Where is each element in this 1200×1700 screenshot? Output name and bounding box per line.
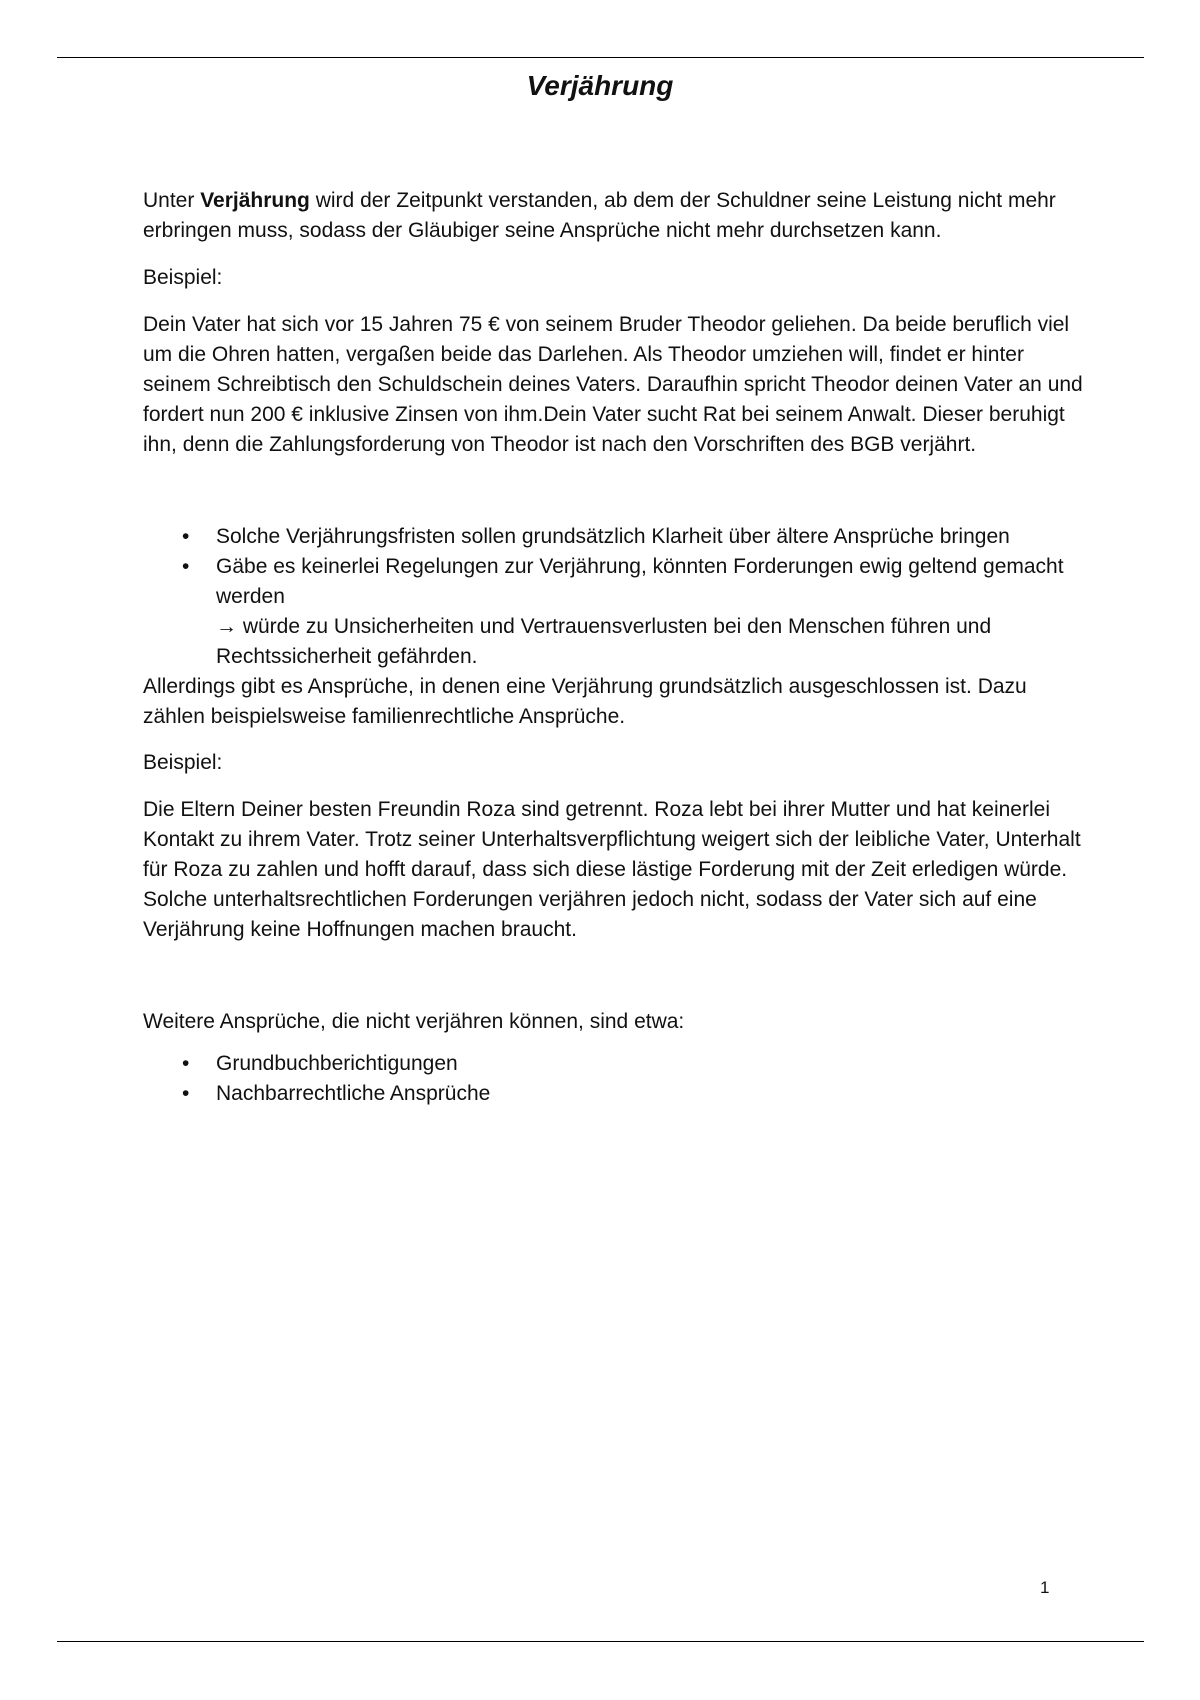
list-item bbox=[143, 552, 1088, 672]
bullet-icon: • bbox=[182, 1082, 190, 1105]
intro-paragraph bbox=[143, 186, 1088, 246]
list-item-text: Solche Verjährungsfristen sollen grundsätzlich Klarheit über ältere Ansprüche bringen bbox=[216, 525, 1010, 548]
bullet-icon: • bbox=[182, 525, 190, 548]
list-item-consequence: würde zu Unsicherheiten und Vertrauensverlusten bei den Menschen führen und Rechtssicherheit gefährden. bbox=[216, 615, 992, 668]
intro-term: Verjährung bbox=[200, 189, 310, 212]
list-item bbox=[143, 1049, 1088, 1079]
footer-rule bbox=[57, 1641, 1144, 1642]
bullet-icon: • bbox=[182, 1052, 190, 1075]
exception-paragraph: Allerdings gibt es Ansprüche, in denen eine Verjährung grundsätzlich ausgeschlossen ist. Dazu zählen beispielsweise familienrechtliche Ansprüche. bbox=[143, 675, 1027, 728]
header-rule bbox=[57, 57, 1144, 58]
list-item-text: Nachbarrechtliche Ansprüche bbox=[216, 1082, 491, 1105]
bullet-list-2 bbox=[143, 1049, 1088, 1109]
bullet-icon: • bbox=[182, 555, 190, 578]
example-label-1: Beispiel: bbox=[143, 266, 223, 289]
document-body bbox=[143, 186, 1088, 1109]
list-item-text: Grundbuchberichtigungen bbox=[216, 1052, 458, 1075]
list-item bbox=[143, 522, 1088, 552]
example-paragraph-1: Dein Vater hat sich vor 15 Jahren 75 € von seinem Bruder Theodor geliehen. Da beide beruflich viel um die Ohren hatten, vergaßen beide das Darlehen. Als Theodor umziehen will, findet er hinter seinem Schreibtisch den Schuldschein deines Vaters. Daraufhin spricht Theodor deinen Vater an und fordert nun 200 € inklusive Zinsen von ihm.Dein Vater sucht Rat bei seinem Anwalt. Dieser beruhigt ihn, denn die Zahlungsforderung von Theodor ist nach den Vorschriften des BGB verjährt. bbox=[143, 313, 1083, 456]
arrow-right-icon: → bbox=[216, 615, 237, 638]
intro-prefix: Unter bbox=[143, 189, 201, 212]
list-item bbox=[143, 1079, 1088, 1109]
intro-suffix: wird der Zeitpunkt verstanden, ab dem der Schuldner seine Leistung nicht mehr erbringen muss, sodass der Gläubiger seine Ansprüche nicht mehr durchsetzen kann. bbox=[143, 189, 1056, 242]
further-claims-paragraph: Weitere Ansprüche, die nicht verjähren können, sind etwa: bbox=[143, 1010, 685, 1033]
page-number: 1 bbox=[1040, 1578, 1050, 1597]
example-paragraph-2: Die Eltern Deiner besten Freundin Roza sind getrennt. Roza lebt bei ihrer Mutter und hat keinerlei Kontakt zu ihrem Vater. Trotz seiner Unterhaltsverpflichtung weigert sich der leibliche Vater, Unterhalt für Roza zu zahlen und hofft darauf, dass sich diese lästige Forderung mit der Zeit erledigen würde. Solche unterhaltsrechtlichen Forderungen verjähren jedoch nicht, sodass der Vater sich auf eine Verjährung keine Hoffnungen machen braucht. bbox=[143, 798, 1081, 941]
page-title: Verjährung bbox=[526, 70, 674, 101]
list-item-text: Gäbe es keinerlei Regelungen zur Verjährung, könnten Forderungen ewig geltend gemacht werden bbox=[216, 555, 1064, 608]
example-label-2: Beispiel: bbox=[143, 751, 223, 774]
bullet-list-1 bbox=[143, 522, 1088, 672]
